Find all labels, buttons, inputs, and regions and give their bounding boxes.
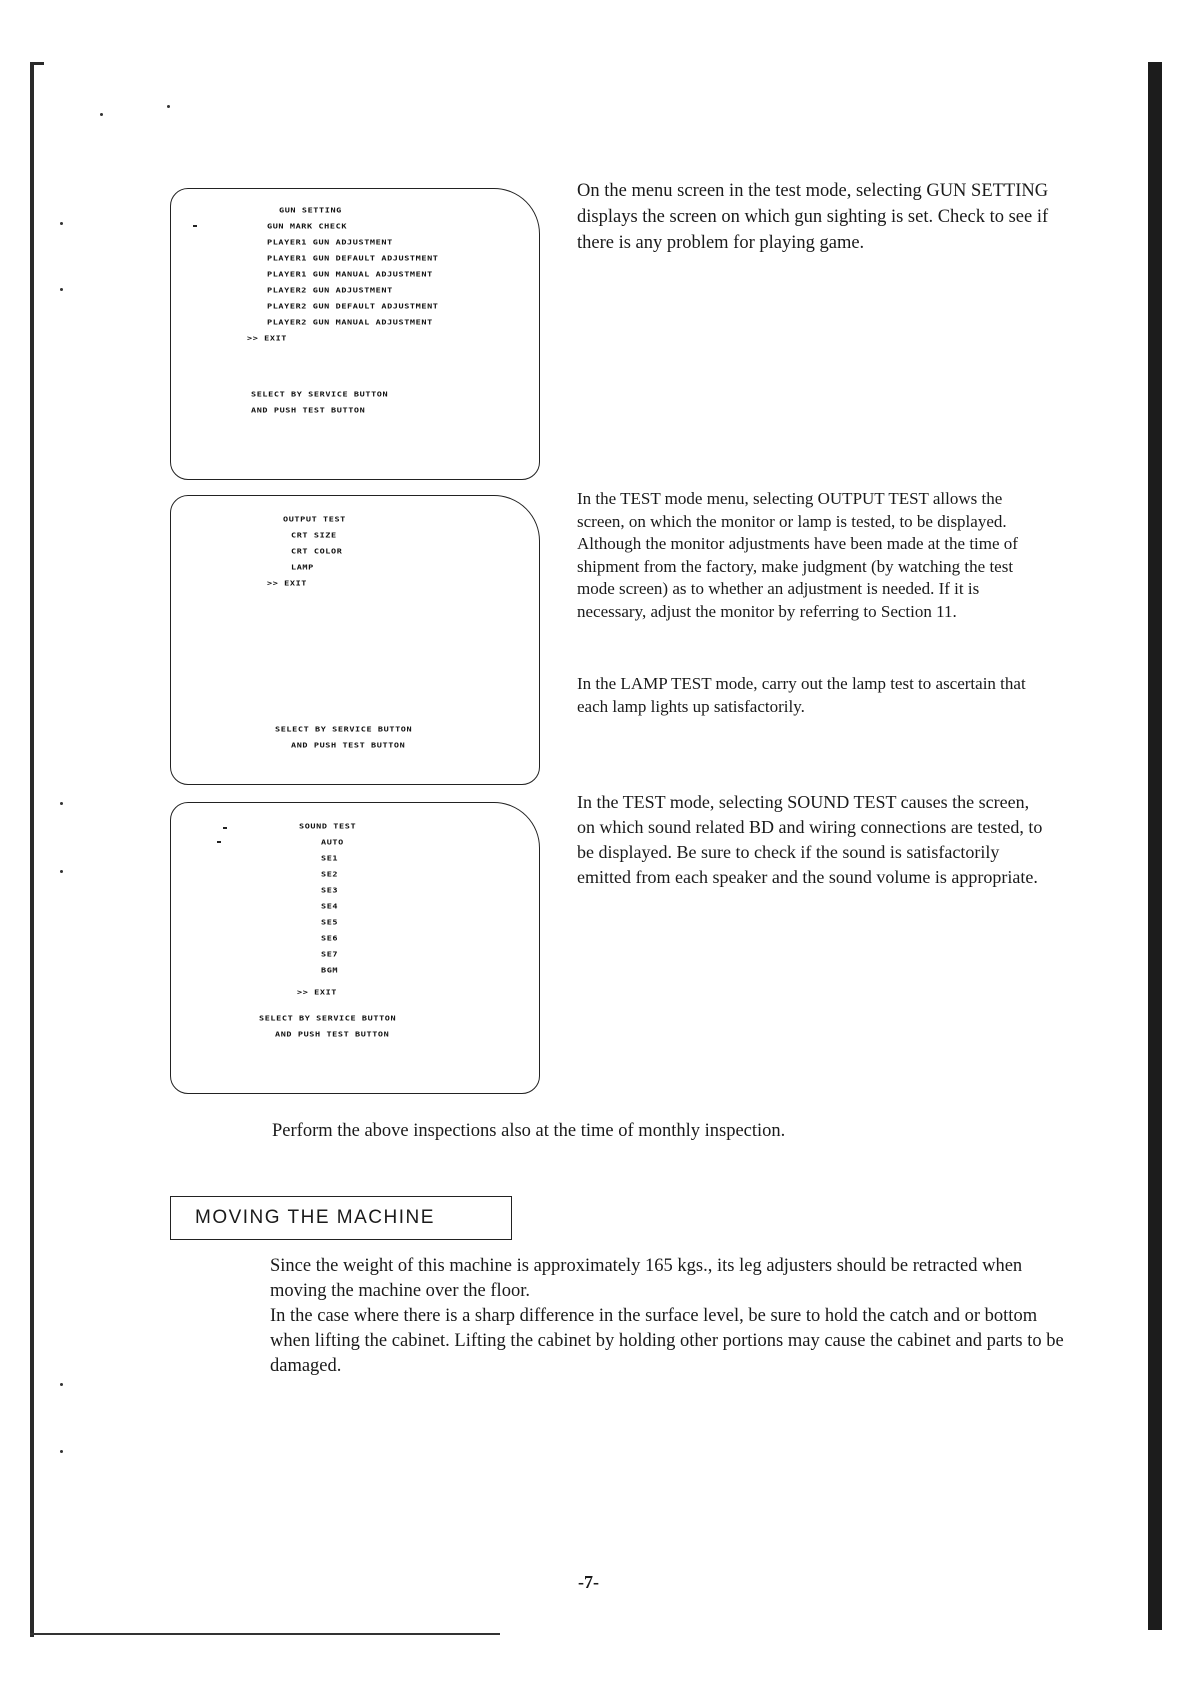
- screen-menu-item: PLAYER2 GUN MANUAL ADJUSTMENT: [267, 319, 433, 328]
- screen-menu-item: SE6: [321, 935, 339, 944]
- cursor-marker: [193, 225, 197, 227]
- screen-footer: SELECT BY SERVICE BUTTON: [259, 1015, 397, 1024]
- scan-edge-right: [1148, 62, 1162, 1630]
- lamp-test-description: In the LAMP TEST mode, carry out the lamp test to ascertain that each lamp lights up satisfactorily.: [577, 674, 1026, 716]
- screen-footer: SELECT BY SERVICE BUTTON: [275, 726, 413, 735]
- section-heading-box: [170, 1196, 512, 1240]
- gun-setting-description: On the menu screen in the test mode, selecting GUN SETTING displays the screen on which gun sighting is set. Check to see if there is any problem for playing game.: [577, 181, 1049, 253]
- scan-edge-left: [30, 62, 34, 1637]
- sound-test-screen: [170, 802, 540, 1094]
- scan-speck: [60, 288, 63, 291]
- scan-edge-top: [30, 62, 44, 65]
- sound-test-description: In the TEST mode, selecting SOUND TEST causes the screen, on which sound related BD and wiring connections are tested, to be displayed. Be sure to check if the sound is satisfactorily emitted from each speaker and the sound volume is appropriate.: [577, 792, 1043, 887]
- screen-footer: AND PUSH TEST BUTTON: [251, 407, 366, 416]
- scan-speck: [100, 113, 103, 116]
- moving-paragraph-weight: Since the weight of this machine is approximately 165 kgs., its leg adjusters should be retracted when moving the machine over the floor.: [270, 1256, 1023, 1301]
- cursor-marker: [223, 827, 227, 829]
- screen-menu-item: AUTO: [321, 839, 344, 848]
- screen-exit: >> EXIT: [247, 335, 288, 344]
- screen-menu-item: CRT SIZE: [291, 532, 337, 541]
- output-test-screen: [170, 495, 540, 785]
- screen-menu-item: LAMP: [291, 564, 314, 573]
- screen-menu-item: PLAYER1 GUN ADJUSTMENT: [267, 239, 393, 248]
- screen-exit: >> EXIT: [267, 580, 308, 589]
- section-heading: MOVING THE MACHINE: [195, 1207, 435, 1228]
- screen-menu-item: SE4: [321, 903, 339, 912]
- screen-menu-item: PLAYER2 GUN DEFAULT ADJUSTMENT: [267, 303, 439, 312]
- screen-menu-item: SE1: [321, 855, 339, 864]
- scan-speck: [60, 222, 63, 225]
- scan-speck: [60, 1450, 63, 1453]
- screen-menu-item: GUN MARK CHECK: [267, 223, 348, 232]
- screen-menu-item: SE2: [321, 871, 339, 880]
- monthly-inspection-note: Perform the above inspections also at the time of monthly inspection.: [272, 1121, 786, 1141]
- cursor-marker: [217, 841, 221, 843]
- screen-title: OUTPUT TEST: [283, 516, 346, 525]
- screen-menu-item: CRT COLOR: [291, 548, 343, 557]
- screen-menu-item: SE5: [321, 919, 339, 928]
- screen-menu-item: SE3: [321, 887, 339, 896]
- scan-speck: [167, 105, 170, 108]
- screen-menu-item: PLAYER2 GUN ADJUSTMENT: [267, 287, 393, 296]
- screen-footer: SELECT BY SERVICE BUTTON: [251, 391, 389, 400]
- screen-footer: AND PUSH TEST BUTTON: [291, 742, 406, 751]
- moving-paragraph-lifting: In the case where there is a sharp difference in the surface level, be sure to hold the catch and or bottom when lifting the cabinet. Lifting the cabinet by holding other portions may cause the cabinet and parts to be damaged.: [270, 1306, 1064, 1376]
- gun-setting-screen: [170, 188, 540, 480]
- screen-menu-item: BGM: [321, 967, 339, 976]
- screen-title: SOUND TEST: [299, 823, 357, 832]
- scan-speck: [60, 1383, 63, 1386]
- screen-menu-item: PLAYER1 GUN MANUAL ADJUSTMENT: [267, 271, 433, 280]
- page-number: -7-: [578, 1572, 599, 1592]
- scan-speck: [60, 802, 63, 805]
- output-test-description: In the TEST mode menu, selecting OUTPUT TEST allows the screen, on which the monitor or lamp is tested, to be displayed. Although the monitor adjustments have been made at the time of shipment from the factory, make judgment (by watching the test mode screen) as to whether an adjustment is needed. If it is necessary, adjust the monitor by referring to Section 11.: [577, 489, 1018, 621]
- scan-speck: [60, 870, 63, 873]
- screen-footer: AND PUSH TEST BUTTON: [275, 1031, 390, 1040]
- screen-menu-item: PLAYER1 GUN DEFAULT ADJUSTMENT: [267, 255, 439, 264]
- screen-menu-item: SE7: [321, 951, 339, 960]
- scan-edge-bottom: [30, 1633, 500, 1635]
- screen-title: GUN SETTING: [279, 207, 342, 216]
- screen-exit: >> EXIT: [297, 989, 338, 998]
